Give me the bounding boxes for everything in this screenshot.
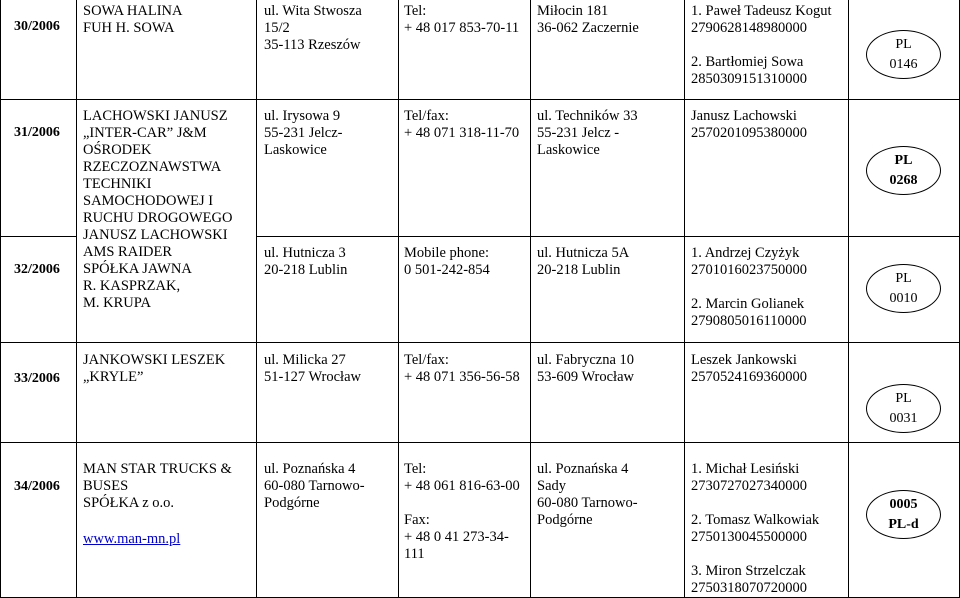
grid-line bbox=[848, 0, 849, 598]
badge-line-1: 0005 bbox=[889, 496, 918, 512]
grid-line bbox=[0, 342, 960, 343]
badge-line-2: PL-d bbox=[888, 516, 919, 532]
phone-number: Tel/fax: + 48 071 318-11-70 bbox=[404, 108, 520, 141]
badge-line-1: PL bbox=[894, 152, 913, 168]
station-address: Miłocin 181 36-062 Zaczernie bbox=[537, 3, 639, 36]
company-name: JANKOWSKI LESZEK „KRYLE” bbox=[83, 352, 226, 385]
record-number: 30/2006 bbox=[14, 19, 60, 34]
record-number: 32/2006 bbox=[14, 262, 60, 277]
record-number: 33/2006 bbox=[14, 371, 60, 386]
authorized-persons: 1. Michał Lesiński 2730727027340000 2. Tomasz Walkowiak 2750130045500000 3. Miron Strzelczak 2750318070720000 bbox=[691, 461, 820, 596]
authorized-persons: Leszek Jankowski 2570524169360000 bbox=[691, 352, 807, 385]
phone-number: Tel: + 48 061 816-63-00 Fax: + 48 0 41 273-34- 111 bbox=[404, 461, 520, 562]
grid-line bbox=[76, 0, 77, 598]
company-address: ul. Poznańska 4 60-080 Tarnowo- Podgórne bbox=[264, 461, 365, 511]
company-name: LACHOWSKI JANUSZ „INTER-CAR” J&M OŚRODEK RZECZOZNAWSTWA TECHNIKI SAMOCHODOWEJ I RUCHU DROGOWEGO JANUSZ LACHOWSKI AMS RAIDER SPÓŁKA JAWNA R. KASPRZAK, M. KRUPA bbox=[83, 108, 233, 311]
company-address: ul. Wita Stwosza 15/2 35-113 Rzeszów bbox=[264, 3, 362, 53]
approval-badge bbox=[866, 264, 941, 313]
grid-line bbox=[0, 442, 960, 443]
grid-line bbox=[256, 0, 257, 598]
badge-line-2: 0146 bbox=[889, 56, 918, 72]
grid-line bbox=[0, 236, 77, 237]
grid-line bbox=[398, 0, 399, 598]
grid-line bbox=[684, 0, 685, 598]
record-number: 31/2006 bbox=[14, 125, 60, 140]
company-address: ul. Milicka 27 51-127 Wrocław bbox=[264, 352, 361, 385]
badge-line-2: 0010 bbox=[889, 290, 918, 306]
grid-line bbox=[0, 0, 1, 598]
station-address: ul. Poznańska 4 Sady 60-080 Tarnowo- Podgórne bbox=[537, 461, 638, 528]
station-address: ul. Techników 33 55-231 Jelcz - Laskowice bbox=[537, 108, 638, 158]
record-number: 34/2006 bbox=[14, 479, 60, 494]
badge-line-2: 0031 bbox=[889, 410, 918, 426]
phone-number: Tel: + 48 017 853-70-11 bbox=[404, 3, 520, 36]
company-name: SOWA HALINA FUH H. SOWA bbox=[83, 3, 183, 36]
company-name: MAN STAR TRUCKS & BUSES SPÓŁKA z o.o. bbox=[83, 461, 232, 511]
approval-badge bbox=[866, 384, 941, 433]
badge-line-2: 0268 bbox=[889, 172, 918, 188]
phone-number: Tel/fax: + 48 071 356-56-58 bbox=[404, 352, 520, 385]
grid-line bbox=[256, 236, 960, 237]
authorized-persons: Janusz Lachowski 2570201095380000 bbox=[691, 108, 807, 141]
badge-line-1: PL bbox=[895, 270, 912, 286]
approval-badge bbox=[866, 146, 941, 195]
company-address: ul. Irysowa 9 55-231 Jelcz- Laskowice bbox=[264, 108, 343, 158]
grid-line bbox=[530, 0, 531, 598]
station-address: ul. Hutnicza 5A 20-218 Lublin bbox=[537, 245, 630, 278]
badge-line-1: PL bbox=[895, 390, 912, 406]
phone-number: Mobile phone: 0 501-242-854 bbox=[404, 245, 490, 278]
authorized-persons: 1. Andrzej Czyżyk 2701016023750000 2. Marcin Golianek 2790805016110000 bbox=[691, 245, 807, 329]
station-address: ul. Fabryczna 10 53-609 Wrocław bbox=[537, 352, 635, 385]
grid-line bbox=[0, 99, 960, 100]
approval-badge bbox=[866, 30, 941, 79]
approval-badge bbox=[866, 490, 941, 539]
badge-line-1: PL bbox=[895, 36, 912, 52]
company-address: ul. Hutnicza 3 20-218 Lublin bbox=[264, 245, 348, 278]
company-website-link[interactable]: www.man-mn.pl bbox=[83, 531, 181, 547]
authorized-persons: 1. Paweł Tadeusz Kogut 2790628148980000 2. Bartłomiej Sowa 2850309151310000 bbox=[691, 3, 832, 87]
